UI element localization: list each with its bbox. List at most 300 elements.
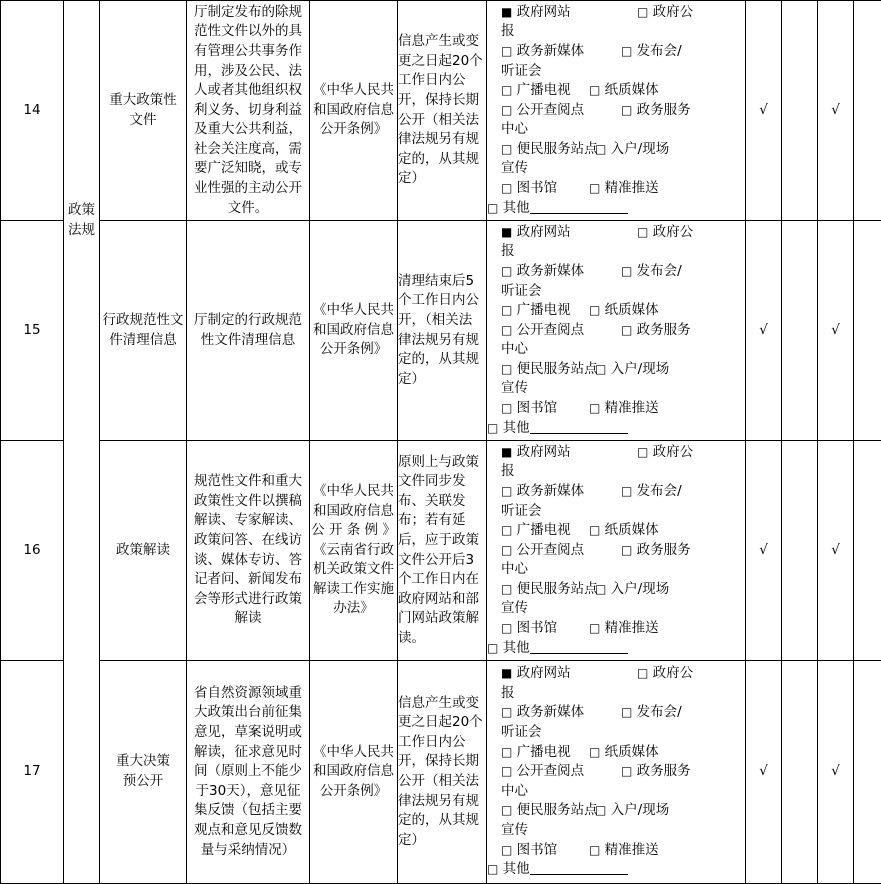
channel-line (487, 560, 745, 580)
item-content-line: 会等形式进行政策 (187, 590, 309, 610)
reading-checkbox-icon: □ (501, 103, 512, 117)
item-content-line: 范性文件以外的具 (187, 22, 309, 42)
channel-line (487, 502, 745, 522)
station-checkbox-icon: □ (501, 582, 512, 596)
legal-basis (310, 661, 398, 884)
item-content-line: 用，涉及公民、法 (187, 62, 309, 82)
disclosure-time-line: 定） (398, 169, 486, 189)
channel-line (487, 743, 745, 763)
channel-line (487, 619, 745, 639)
disclosure-time-line: 开，保持长期 (398, 752, 486, 772)
channel-newmedia-label: 政务新媒体 (517, 483, 585, 499)
channel-library (501, 842, 557, 858)
disclosure-time-line: 个工作日内在 (398, 570, 486, 590)
legal-basis-line: 公开条例》 (310, 120, 397, 140)
channel-reading-label: 公开查阅点 (517, 763, 585, 779)
channel-push-label: 精准推送 (605, 400, 659, 416)
category-cell (64, 1, 100, 884)
household-checkbox-icon: □ (595, 803, 606, 817)
item-content-line: 政策问答、在线访 (187, 531, 309, 551)
channel-line (487, 782, 745, 802)
channel-website-label: 政府网站 (517, 665, 571, 681)
disclosure-time-line: 律法规另有规 (398, 331, 486, 351)
channel-reading-label: 公开查阅点 (517, 102, 585, 118)
legal-basis-line: 公开条例》 (310, 340, 397, 360)
item-name-line: 预公开 (100, 772, 186, 792)
channel-line (487, 821, 745, 841)
channel-line (487, 22, 745, 42)
channel-station-label: 便民服务站点 (517, 802, 598, 818)
push-checkbox-icon: □ (589, 621, 600, 635)
legal-basis (310, 1, 398, 221)
channel-bulletin-label: 政府公 (653, 4, 694, 20)
disclosure-time-line: 律法规另有规 (398, 792, 486, 812)
channel-push-label: 精准推送 (605, 620, 659, 636)
household-checkbox-icon: □ (595, 362, 606, 376)
channel-hearing-label: 发布会/ (637, 263, 682, 279)
channel-line (487, 101, 745, 121)
channel-line (487, 541, 745, 561)
reading-checkbox-icon: □ (501, 764, 512, 778)
channel-line (487, 684, 745, 704)
hearing-checkbox-icon: □ (621, 44, 632, 58)
channel-station-label: 便民服务站点 (517, 581, 598, 597)
check-cell (818, 221, 854, 441)
check-cell (854, 661, 881, 884)
channel-other (487, 860, 745, 880)
channel-library-label: 图书馆 (517, 620, 558, 636)
channel-paper (589, 301, 659, 321)
channel-tv-label: 广播电视 (517, 302, 571, 318)
channel-reading (501, 102, 584, 118)
legal-basis-line: 《中华人民共 (310, 743, 397, 763)
item-content-line: 规范性文件和重大 (187, 472, 309, 492)
legal-basis-line: 和国政府信息 (310, 502, 397, 522)
channel-line (487, 159, 745, 179)
disclosure-time-line: 信息产生或变 (398, 32, 486, 52)
channel-line (487, 399, 745, 419)
item-content-line: 文件。 (187, 199, 309, 219)
paper-checkbox-icon: □ (589, 303, 600, 317)
channel-line (487, 521, 745, 541)
other-checkbox-icon: □ (487, 201, 498, 215)
channel-line (487, 120, 745, 140)
channel-newmedia (501, 704, 584, 720)
channel-push (589, 619, 659, 639)
channel-hearing (621, 482, 682, 502)
disclosure-time-line: 文件公开后3 (398, 551, 486, 571)
channel-household-cont: 宣传 (501, 380, 528, 396)
legal-basis-line: 和国政府信息 (310, 101, 397, 121)
channel-tv-label: 广播电视 (517, 82, 571, 98)
item-content-line: 省自然资源领域重 (187, 684, 309, 704)
library-checkbox-icon: □ (501, 621, 512, 635)
channel-paper (589, 81, 659, 101)
channel-bulletin-cont: 报 (501, 463, 515, 479)
check-cell (818, 1, 854, 221)
channel-household-cont: 宣传 (501, 600, 528, 616)
disclosure-time-line: 清理结束后5 (398, 272, 486, 292)
website-checkbox-icon: ■ (501, 445, 512, 459)
channel-website-label: 政府网站 (517, 444, 571, 460)
item-name-line: 重大政策性 (100, 91, 186, 111)
channel-reading-label: 公开查阅点 (517, 542, 585, 558)
channel-bulletin-label: 政府公 (653, 224, 694, 240)
channel-household (595, 360, 669, 380)
channel-tv (501, 302, 571, 318)
disclosure-time-line: 信息产生或变 (398, 694, 486, 714)
item-content-line: 解读 (187, 609, 309, 629)
bulletin-checkbox-icon: □ (637, 445, 648, 459)
paper-checkbox-icon: □ (589, 83, 600, 97)
disclosure-time (398, 661, 487, 884)
channel-library (501, 180, 557, 196)
channel-other (487, 199, 745, 219)
push-checkbox-icon: □ (589, 181, 600, 195)
other-blank-line (530, 860, 628, 875)
channel-line (487, 262, 745, 282)
household-checkbox-icon: □ (595, 142, 606, 156)
disclosure-time-line: 布；若有延 (398, 511, 486, 531)
check-cell (746, 1, 782, 221)
check-cell (854, 1, 881, 221)
legal-basis (310, 221, 398, 441)
channel-newmedia (501, 263, 584, 279)
disclosure-channels (487, 221, 746, 441)
channel-other-label: 其他 (503, 640, 530, 656)
channel-tv (501, 522, 571, 538)
item-content-line: 政策性文件以撰稿 (187, 492, 309, 512)
channel-library-label: 图书馆 (517, 842, 558, 858)
disclosure-time-line: 定的，从其规 (398, 150, 486, 170)
channel-tv-label: 广播电视 (517, 744, 571, 760)
channel-website (501, 444, 571, 460)
channel-paper-label: 纸质媒体 (605, 522, 659, 538)
station-checkbox-icon: □ (501, 142, 512, 156)
disclosure-time (398, 221, 487, 441)
channel-station (501, 581, 598, 597)
category-label (64, 1, 99, 240)
channel-newmedia-label: 政务新媒体 (517, 263, 585, 279)
check-cell (746, 221, 782, 441)
channel-service-cont: 中心 (501, 341, 528, 357)
channel-station (501, 141, 598, 157)
channel-website-label: 政府网站 (517, 224, 571, 240)
disclosure-time-line: 工作日内公 (398, 733, 486, 753)
channel-other-label: 其他 (503, 200, 530, 216)
other-checkbox-icon: □ (487, 862, 498, 876)
channel-line (487, 762, 745, 782)
item-content-line: 社会关注度高，需 (187, 140, 309, 160)
hearing-checkbox-icon: □ (621, 264, 632, 278)
item-name (100, 441, 187, 661)
channel-household (595, 580, 669, 600)
category-label-line: 法规 (64, 221, 99, 241)
newmedia-checkbox-icon: □ (501, 484, 512, 498)
channel-service-cont: 中心 (501, 783, 528, 799)
newmedia-checkbox-icon: □ (501, 705, 512, 719)
channel-reading (501, 322, 584, 338)
channel-hearing-label: 发布会/ (637, 483, 682, 499)
channel-website (501, 224, 571, 240)
row-number: 16 (1, 441, 64, 661)
channel-bulletin (637, 3, 693, 23)
item-content-line: 要广泛知晓，或专 (187, 159, 309, 179)
channel-newmedia (501, 483, 584, 499)
channel-household-label: 入户/现场 (611, 361, 670, 377)
channel-website-label: 政府网站 (517, 4, 571, 20)
service-checkbox-icon: □ (621, 543, 632, 557)
checkmark-icon: √ (759, 102, 768, 118)
item-name (100, 661, 187, 884)
checkmark-icon: √ (831, 102, 840, 118)
channel-service-cont: 中心 (501, 561, 528, 577)
channel-reading (501, 542, 584, 558)
newmedia-checkbox-icon: □ (501, 44, 512, 58)
library-checkbox-icon: □ (501, 401, 512, 415)
paper-checkbox-icon: □ (589, 523, 600, 537)
legal-basis-line: 《中华人民共 (310, 81, 397, 101)
channel-line (487, 242, 745, 262)
table-row (1, 1, 881, 221)
bulletin-checkbox-icon: □ (637, 5, 648, 19)
channel-household-label: 入户/现场 (611, 141, 670, 157)
channel-bulletin (637, 223, 693, 243)
channel-push-label: 精准推送 (605, 180, 659, 196)
other-checkbox-icon: □ (487, 641, 498, 655)
disclosure-time-line: 定） (398, 831, 486, 851)
check-cell (854, 221, 881, 441)
legal-basis-line: 和国政府信息 (310, 762, 397, 782)
item-content-line: 谈、媒体专访、答 (187, 551, 309, 571)
checkmark-icon: √ (831, 763, 840, 779)
channel-service (621, 321, 691, 341)
item-name (100, 221, 187, 441)
disclosure-time-line: 政府网站和部 (398, 590, 486, 610)
disclosure-time-line: 定的，从其规 (398, 811, 486, 831)
channel-line (487, 462, 745, 482)
channel-service-label: 政务服务 (637, 102, 691, 118)
tv-checkbox-icon: □ (501, 745, 512, 759)
disclosure-time-line: 更之日起20个 (398, 52, 486, 72)
disclosure-time-line: 原则上与政策 (398, 453, 486, 473)
item-content-line: 业性强的主动公开 (187, 179, 309, 199)
channel-service (621, 541, 691, 561)
disclosure-time-line: 律法规另有规 (398, 130, 486, 150)
channel-push-label: 精准推送 (605, 842, 659, 858)
channel-household (595, 801, 669, 821)
legal-basis-line: 办法》 (310, 599, 397, 619)
channel-library (501, 400, 557, 416)
other-blank-line (530, 419, 628, 434)
channel-line (487, 3, 745, 23)
channel-library-label: 图书馆 (517, 180, 558, 196)
disclosure-time-line: 更之日起20个 (398, 713, 486, 733)
category-label-line: 政策 (64, 201, 99, 221)
channel-station (501, 802, 598, 818)
channel-line (487, 360, 745, 380)
legal-basis-line: 和国政府信息 (310, 321, 397, 341)
legal-basis-line: 解读工作实施 (310, 580, 397, 600)
disclosure-time-line: 后，应于政策 (398, 531, 486, 551)
channel-service (621, 762, 691, 782)
disclosure-time-line: 读。 (398, 629, 486, 649)
channel-line (487, 340, 745, 360)
disclosure-time-line: 公开（相关法 (398, 111, 486, 131)
legal-basis-line: 公 开 条 例 》 (310, 521, 397, 541)
disclosure-time (398, 441, 487, 661)
legal-basis-line: 《云南省行政 (310, 541, 397, 561)
disclosure-time-line: 文件同步发 (398, 472, 486, 492)
item-content-line: 集反馈（包括主要 (187, 801, 309, 821)
check-cell (818, 441, 854, 661)
check-cell (782, 1, 818, 221)
other-blank-line (530, 199, 628, 214)
item-content-line: 人或者其他组织权 (187, 81, 309, 101)
item-content-line: 量与采纳情况） (187, 841, 309, 861)
item-content-line: 厅制定的行政规范 (187, 311, 309, 331)
channel-line (487, 379, 745, 399)
item-content (187, 441, 310, 661)
channel-paper (589, 521, 659, 541)
check-cell (818, 661, 854, 884)
channel-paper-label: 纸质媒体 (605, 82, 659, 98)
hearing-checkbox-icon: □ (621, 705, 632, 719)
disclosure-channels (487, 1, 746, 221)
bulletin-checkbox-icon: □ (637, 225, 648, 239)
channel-newmedia-label: 政务新媒体 (517, 704, 585, 720)
checkmark-icon: √ (831, 322, 840, 338)
channel-library (501, 620, 557, 636)
tv-checkbox-icon: □ (501, 523, 512, 537)
channel-reading (501, 763, 584, 779)
item-content-line: 观点和意见反馈数 (187, 821, 309, 841)
channel-paper (589, 743, 659, 763)
channel-hearing-label: 发布会/ (637, 43, 682, 59)
item-content-line: 性文件清理信息 (187, 331, 309, 351)
paper-checkbox-icon: □ (589, 745, 600, 759)
channel-household (595, 140, 669, 160)
channel-hearing (621, 42, 682, 62)
check-cell (854, 441, 881, 661)
push-checkbox-icon: □ (589, 843, 600, 857)
row-number: 15 (1, 221, 64, 441)
item-content-line: 意见，草案说明或 (187, 723, 309, 743)
check-cell (746, 441, 782, 661)
disclosure-time-line: 开，（相关法 (398, 311, 486, 331)
item-content-line: 解读，征求意见时 (187, 743, 309, 763)
item-content (187, 221, 310, 441)
item-content-line: 大政策出台前征集 (187, 703, 309, 723)
channel-push (589, 179, 659, 199)
item-content (187, 1, 310, 221)
channel-bulletin (637, 443, 693, 463)
channel-bulletin (637, 664, 693, 684)
channel-line (487, 443, 745, 463)
website-checkbox-icon: ■ (501, 225, 512, 239)
channel-line (487, 841, 745, 861)
channel-line (487, 282, 745, 302)
tv-checkbox-icon: □ (501, 303, 512, 317)
channel-line (487, 580, 745, 600)
push-checkbox-icon: □ (589, 401, 600, 415)
channel-bulletin-label: 政府公 (653, 665, 694, 681)
channel-website (501, 4, 571, 20)
channel-hearing-label: 发布会/ (637, 704, 682, 720)
disclosure-time-line: 布、关联发 (398, 492, 486, 512)
channel-line (487, 321, 745, 341)
channel-line (487, 703, 745, 723)
channel-service-label: 政务服务 (637, 542, 691, 558)
item-content-line: 于30天），意见征 (187, 782, 309, 802)
channel-service-label: 政务服务 (637, 763, 691, 779)
channel-line (487, 599, 745, 619)
item-name (100, 1, 187, 221)
channel-hearing-cont: 听证会 (501, 63, 542, 79)
channel-line (487, 723, 745, 743)
bulletin-checkbox-icon: □ (637, 666, 648, 680)
item-content-line: 及重大公共利益， (187, 120, 309, 140)
channel-line (487, 223, 745, 243)
channel-line (487, 301, 745, 321)
disclosure-time (398, 1, 487, 221)
channel-library-label: 图书馆 (517, 400, 558, 416)
channel-tv (501, 744, 571, 760)
other-blank-line (530, 639, 628, 654)
channel-other-label: 其他 (503, 861, 530, 877)
channel-paper-label: 纸质媒体 (605, 744, 659, 760)
legal-basis-line: 《中华人民共 (310, 301, 397, 321)
newmedia-checkbox-icon: □ (501, 264, 512, 278)
channel-line (487, 664, 745, 684)
channel-line (487, 140, 745, 160)
channel-line (487, 62, 745, 82)
channel-service (621, 101, 691, 121)
channel-service-label: 政务服务 (637, 322, 691, 338)
channel-push (589, 841, 659, 861)
check-cell (782, 441, 818, 661)
channel-line (487, 482, 745, 502)
channel-website (501, 665, 571, 681)
table-row (1, 441, 881, 661)
disclosure-time-line: 个工作日内公 (398, 291, 486, 311)
channel-hearing-cont: 听证会 (501, 283, 542, 299)
station-checkbox-icon: □ (501, 803, 512, 817)
channel-station-label: 便民服务站点 (517, 361, 598, 377)
hearing-checkbox-icon: □ (621, 484, 632, 498)
item-name-line: 政策解读 (100, 541, 186, 561)
library-checkbox-icon: □ (501, 181, 512, 195)
channel-reading-label: 公开查阅点 (517, 322, 585, 338)
other-checkbox-icon: □ (487, 421, 498, 435)
service-checkbox-icon: □ (621, 764, 632, 778)
disclosure-time-line: 定的，从其规 (398, 350, 486, 370)
check-cell (782, 221, 818, 441)
station-checkbox-icon: □ (501, 362, 512, 376)
channel-newmedia (501, 43, 584, 59)
item-content-line: 厅制定发布的除规 (187, 3, 309, 23)
channel-household-label: 入户/现场 (611, 581, 670, 597)
channel-bulletin-label: 政府公 (653, 444, 694, 460)
channel-push (589, 399, 659, 419)
tv-checkbox-icon: □ (501, 83, 512, 97)
channel-other (487, 639, 745, 659)
service-checkbox-icon: □ (621, 103, 632, 117)
legal-basis-line: 《中华人民共 (310, 482, 397, 502)
checkmark-icon: √ (759, 763, 768, 779)
channel-hearing-cont: 听证会 (501, 503, 542, 519)
item-content-line: 有管理公共事务作 (187, 42, 309, 62)
